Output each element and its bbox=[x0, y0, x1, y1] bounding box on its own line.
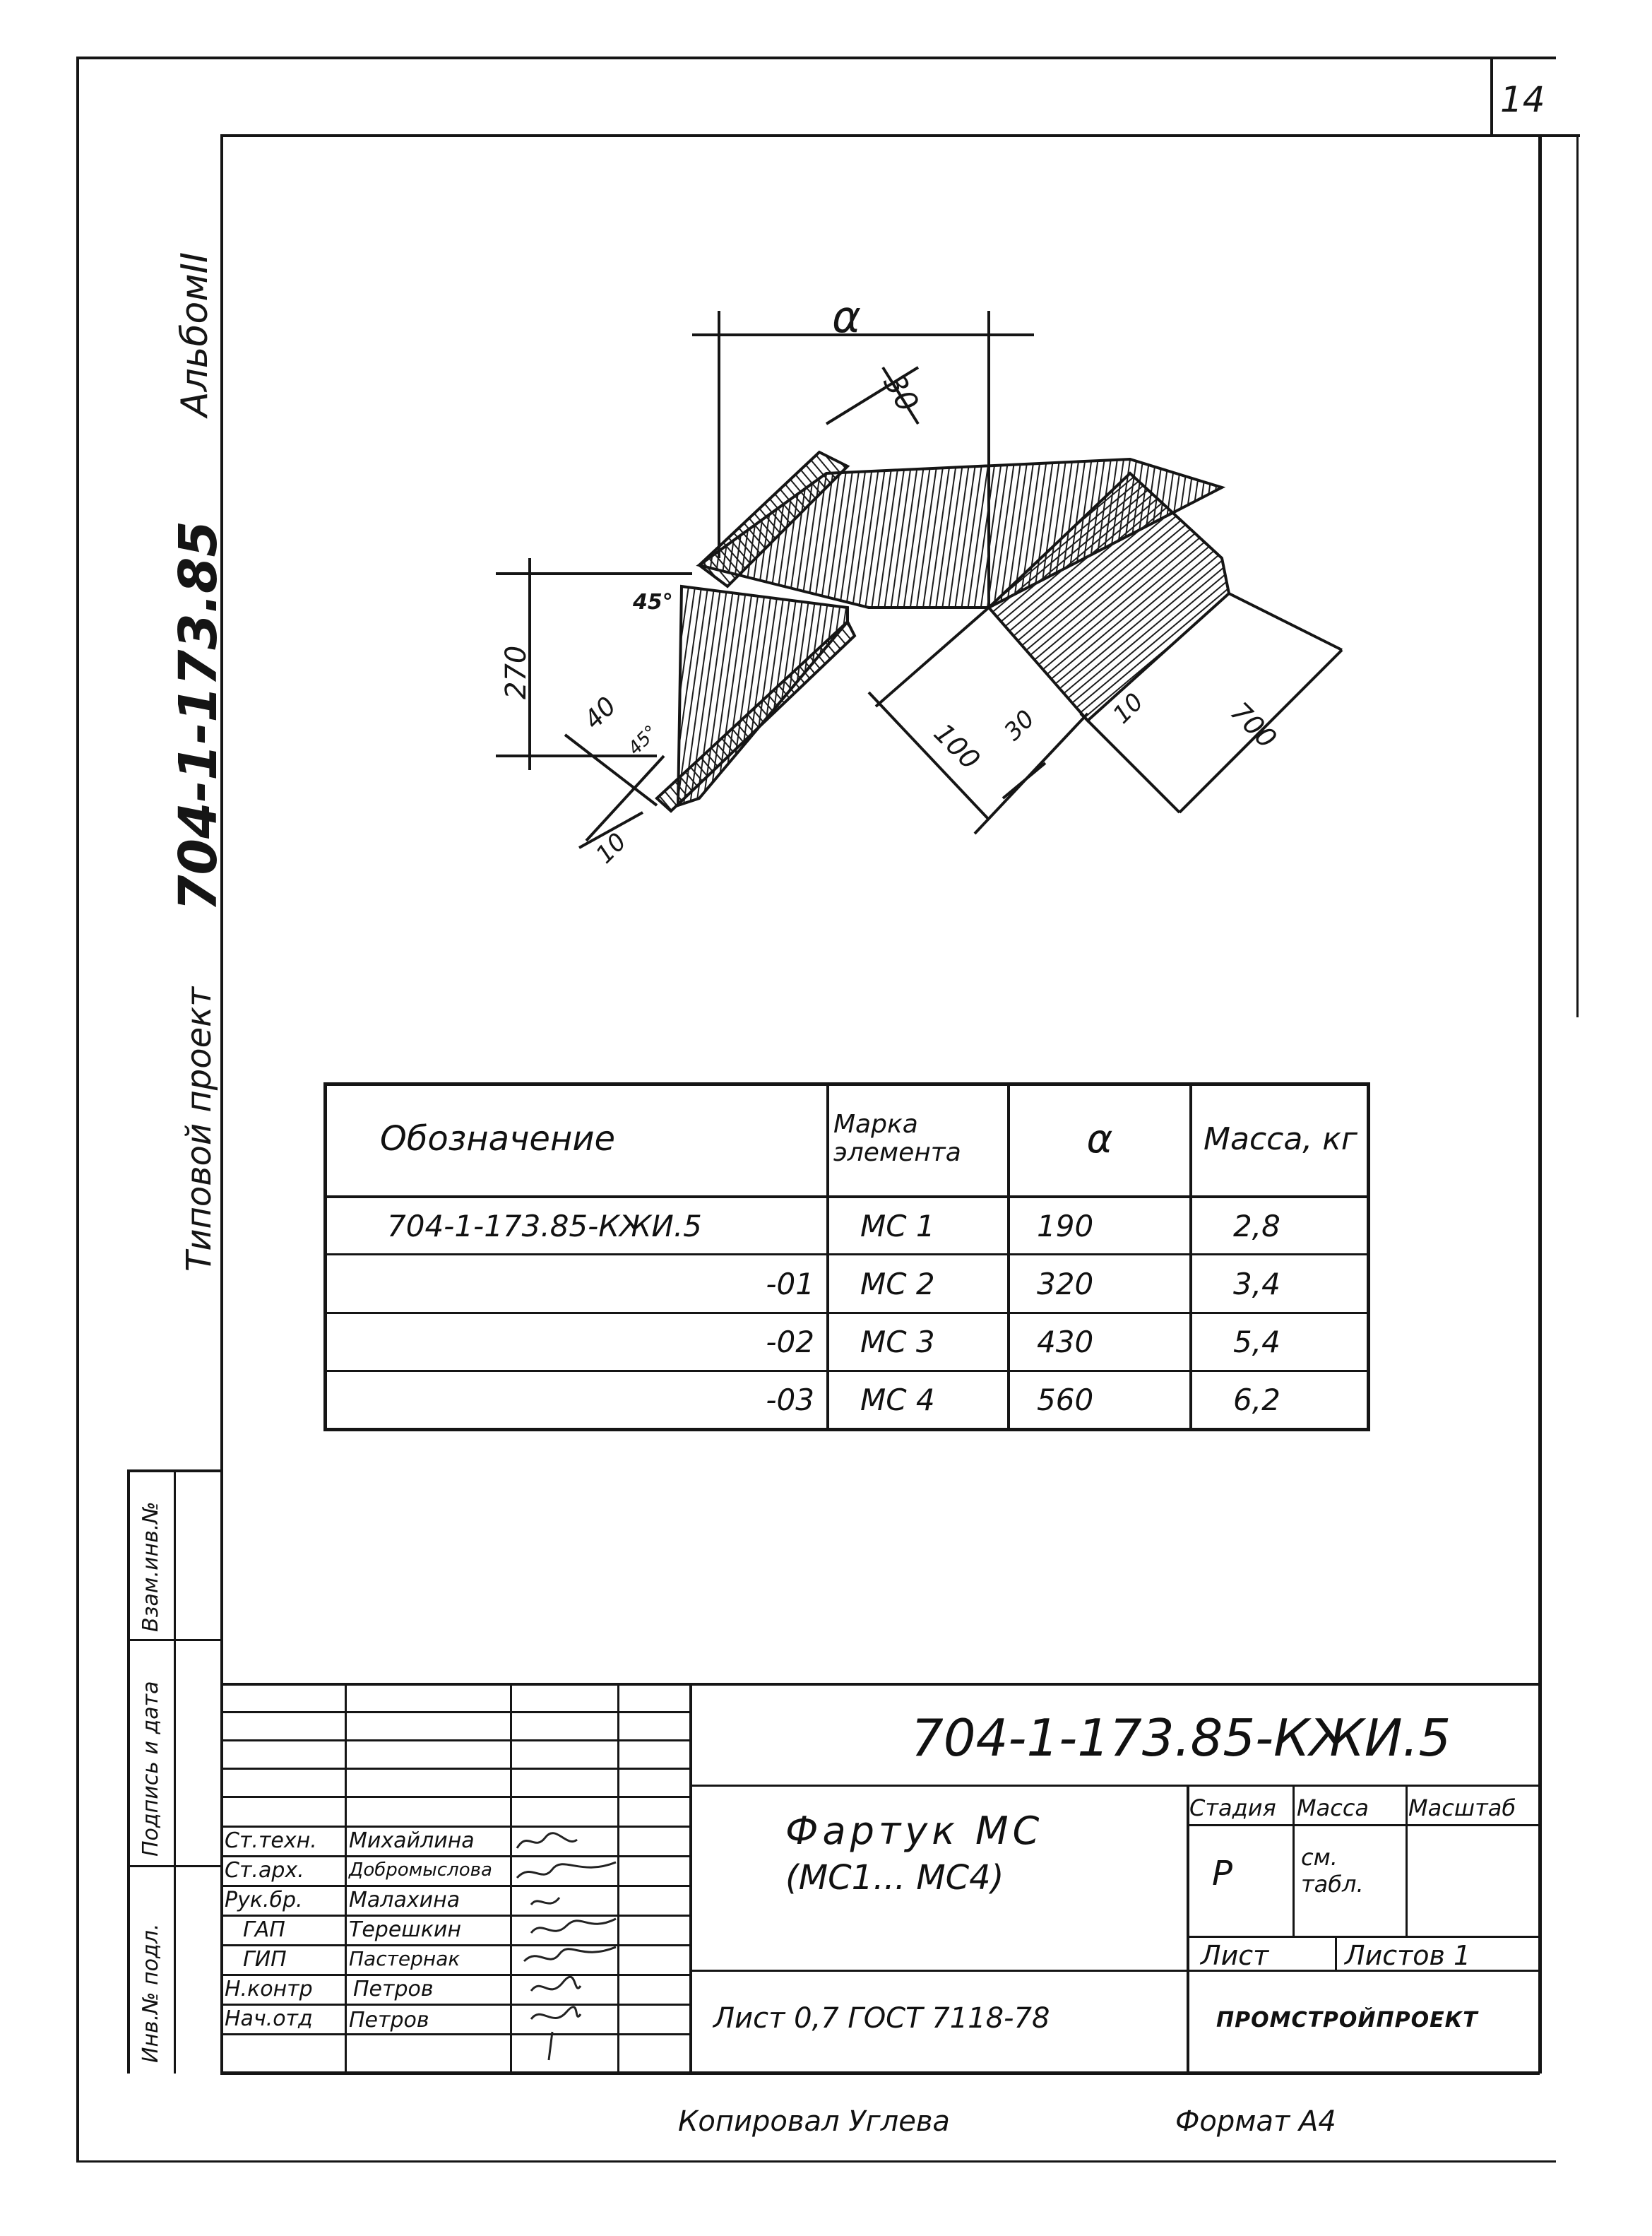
table-row bbox=[323, 1198, 1370, 1253]
mass-label: Масса bbox=[1297, 1794, 1369, 1821]
doc-code: 704-1-173.85-КЖИ.5 bbox=[911, 1708, 1451, 1768]
cell-mass: 6,2 bbox=[1233, 1383, 1280, 1417]
header-mark: Марка элемента bbox=[833, 1110, 961, 1167]
cell-mark: МС 3 bbox=[860, 1325, 935, 1359]
role-cell: ГАП bbox=[243, 1917, 285, 1942]
cell-a: 320 bbox=[1037, 1266, 1094, 1301]
copied-by: Копировал Углева bbox=[678, 2105, 950, 2138]
name-cell: Терешкин bbox=[349, 1917, 461, 1942]
scale-label: Масштаб bbox=[1408, 1794, 1516, 1821]
stamp-podpis-data: Подпись и дата bbox=[138, 1681, 163, 1857]
stamp-vzam-inv: Взам.инв.№ bbox=[138, 1501, 163, 1632]
organization: ПРОМСТРОЙПРОЕКТ bbox=[1216, 2008, 1478, 2033]
dim-10-left-label: 10 bbox=[590, 827, 632, 870]
dim-100-label: 100 bbox=[927, 717, 987, 776]
material: Лист 0,7 ГОСТ 7118-78 bbox=[713, 2002, 1050, 2035]
header-mass: Масса, кг bbox=[1204, 1120, 1357, 1157]
role-cell: Рук.бр. bbox=[225, 1888, 303, 1912]
cell-designation: -03 bbox=[766, 1383, 814, 1417]
role-cell: Нач.отд bbox=[225, 2006, 313, 2031]
cell-mass: 5,4 bbox=[1233, 1325, 1280, 1359]
name-cell: Малахина bbox=[349, 1888, 460, 1912]
project-type-label: Типовой проект bbox=[179, 986, 219, 1272]
cell-mark: МС 2 bbox=[860, 1266, 935, 1301]
dim-30-top-label: 30 bbox=[876, 367, 926, 418]
name-cell: Петров bbox=[349, 2008, 429, 2033]
dim-700-label: 700 bbox=[1224, 696, 1283, 755]
cell-a: 560 bbox=[1037, 1383, 1094, 1417]
dim-40-label: 40 bbox=[578, 691, 622, 735]
cell-designation: -02 bbox=[766, 1325, 814, 1359]
mass-value: см. табл. bbox=[1301, 1844, 1364, 1898]
name-cell: Пастернак bbox=[349, 1947, 460, 1970]
project-number-vertical: 704-1-173.85 bbox=[168, 521, 229, 911]
cell-mark: МС 1 bbox=[860, 1208, 935, 1243]
table-row bbox=[323, 1255, 1370, 1312]
sheet-number: 14 bbox=[1500, 79, 1545, 120]
dim-270-label: 270 bbox=[500, 645, 533, 699]
sheets-count: Листов 1 bbox=[1345, 1940, 1471, 1971]
stage-value: Р bbox=[1212, 1854, 1232, 1893]
role-cell: Ст.арх. bbox=[225, 1858, 304, 1883]
cell-designation: 704-1-173.85-КЖИ.5 bbox=[387, 1208, 702, 1243]
dim-45-label: 45° bbox=[624, 721, 662, 759]
apron-drawing bbox=[0, 0, 1652, 1060]
header-a: α bbox=[1086, 1116, 1113, 1162]
album-label: АльбомII bbox=[174, 252, 216, 417]
cell-designation: -01 bbox=[766, 1266, 814, 1301]
spec-table bbox=[323, 1082, 1370, 1431]
sheet-label: Лист bbox=[1201, 1940, 1269, 1971]
cell-mass: 2,8 bbox=[1233, 1208, 1280, 1243]
dim-a-label: α bbox=[832, 291, 861, 343]
cell-a: 430 bbox=[1037, 1325, 1094, 1359]
drawing-name-line1: Фартук МС bbox=[785, 1809, 1044, 1853]
table-row bbox=[323, 1372, 1370, 1428]
role-cell: ГИП bbox=[243, 1947, 287, 1972]
cell-mark: МС 4 bbox=[860, 1383, 935, 1417]
name-cell: Михайлина bbox=[349, 1828, 475, 1853]
stage-label: Стадия bbox=[1189, 1794, 1276, 1821]
name-cell: Добромыслова bbox=[349, 1859, 492, 1881]
table-row bbox=[323, 1314, 1370, 1370]
spec-table-header bbox=[323, 1082, 1370, 1195]
cell-a: 190 bbox=[1037, 1208, 1094, 1243]
sheet-format: Формат А4 bbox=[1175, 2105, 1336, 2138]
role-cell: Н.контр bbox=[225, 1977, 313, 2001]
signatures bbox=[510, 1827, 637, 2081]
role-cell: Ст.техн. bbox=[225, 1828, 317, 1853]
name-cell: Петров bbox=[353, 1977, 434, 2001]
drawing-name-line2: (МС1... МС4) bbox=[785, 1858, 1004, 1898]
angle-45-label: 45° bbox=[633, 590, 673, 615]
header-designation: Обозначение bbox=[380, 1119, 616, 1159]
cell-mass: 3,4 bbox=[1233, 1266, 1280, 1301]
stamp-inv-podl: Инв.№ подл. bbox=[138, 1923, 163, 2063]
dim-30-bottom-label: 30 bbox=[999, 704, 1040, 747]
dim-10-right-label: 10 bbox=[1107, 687, 1149, 730]
